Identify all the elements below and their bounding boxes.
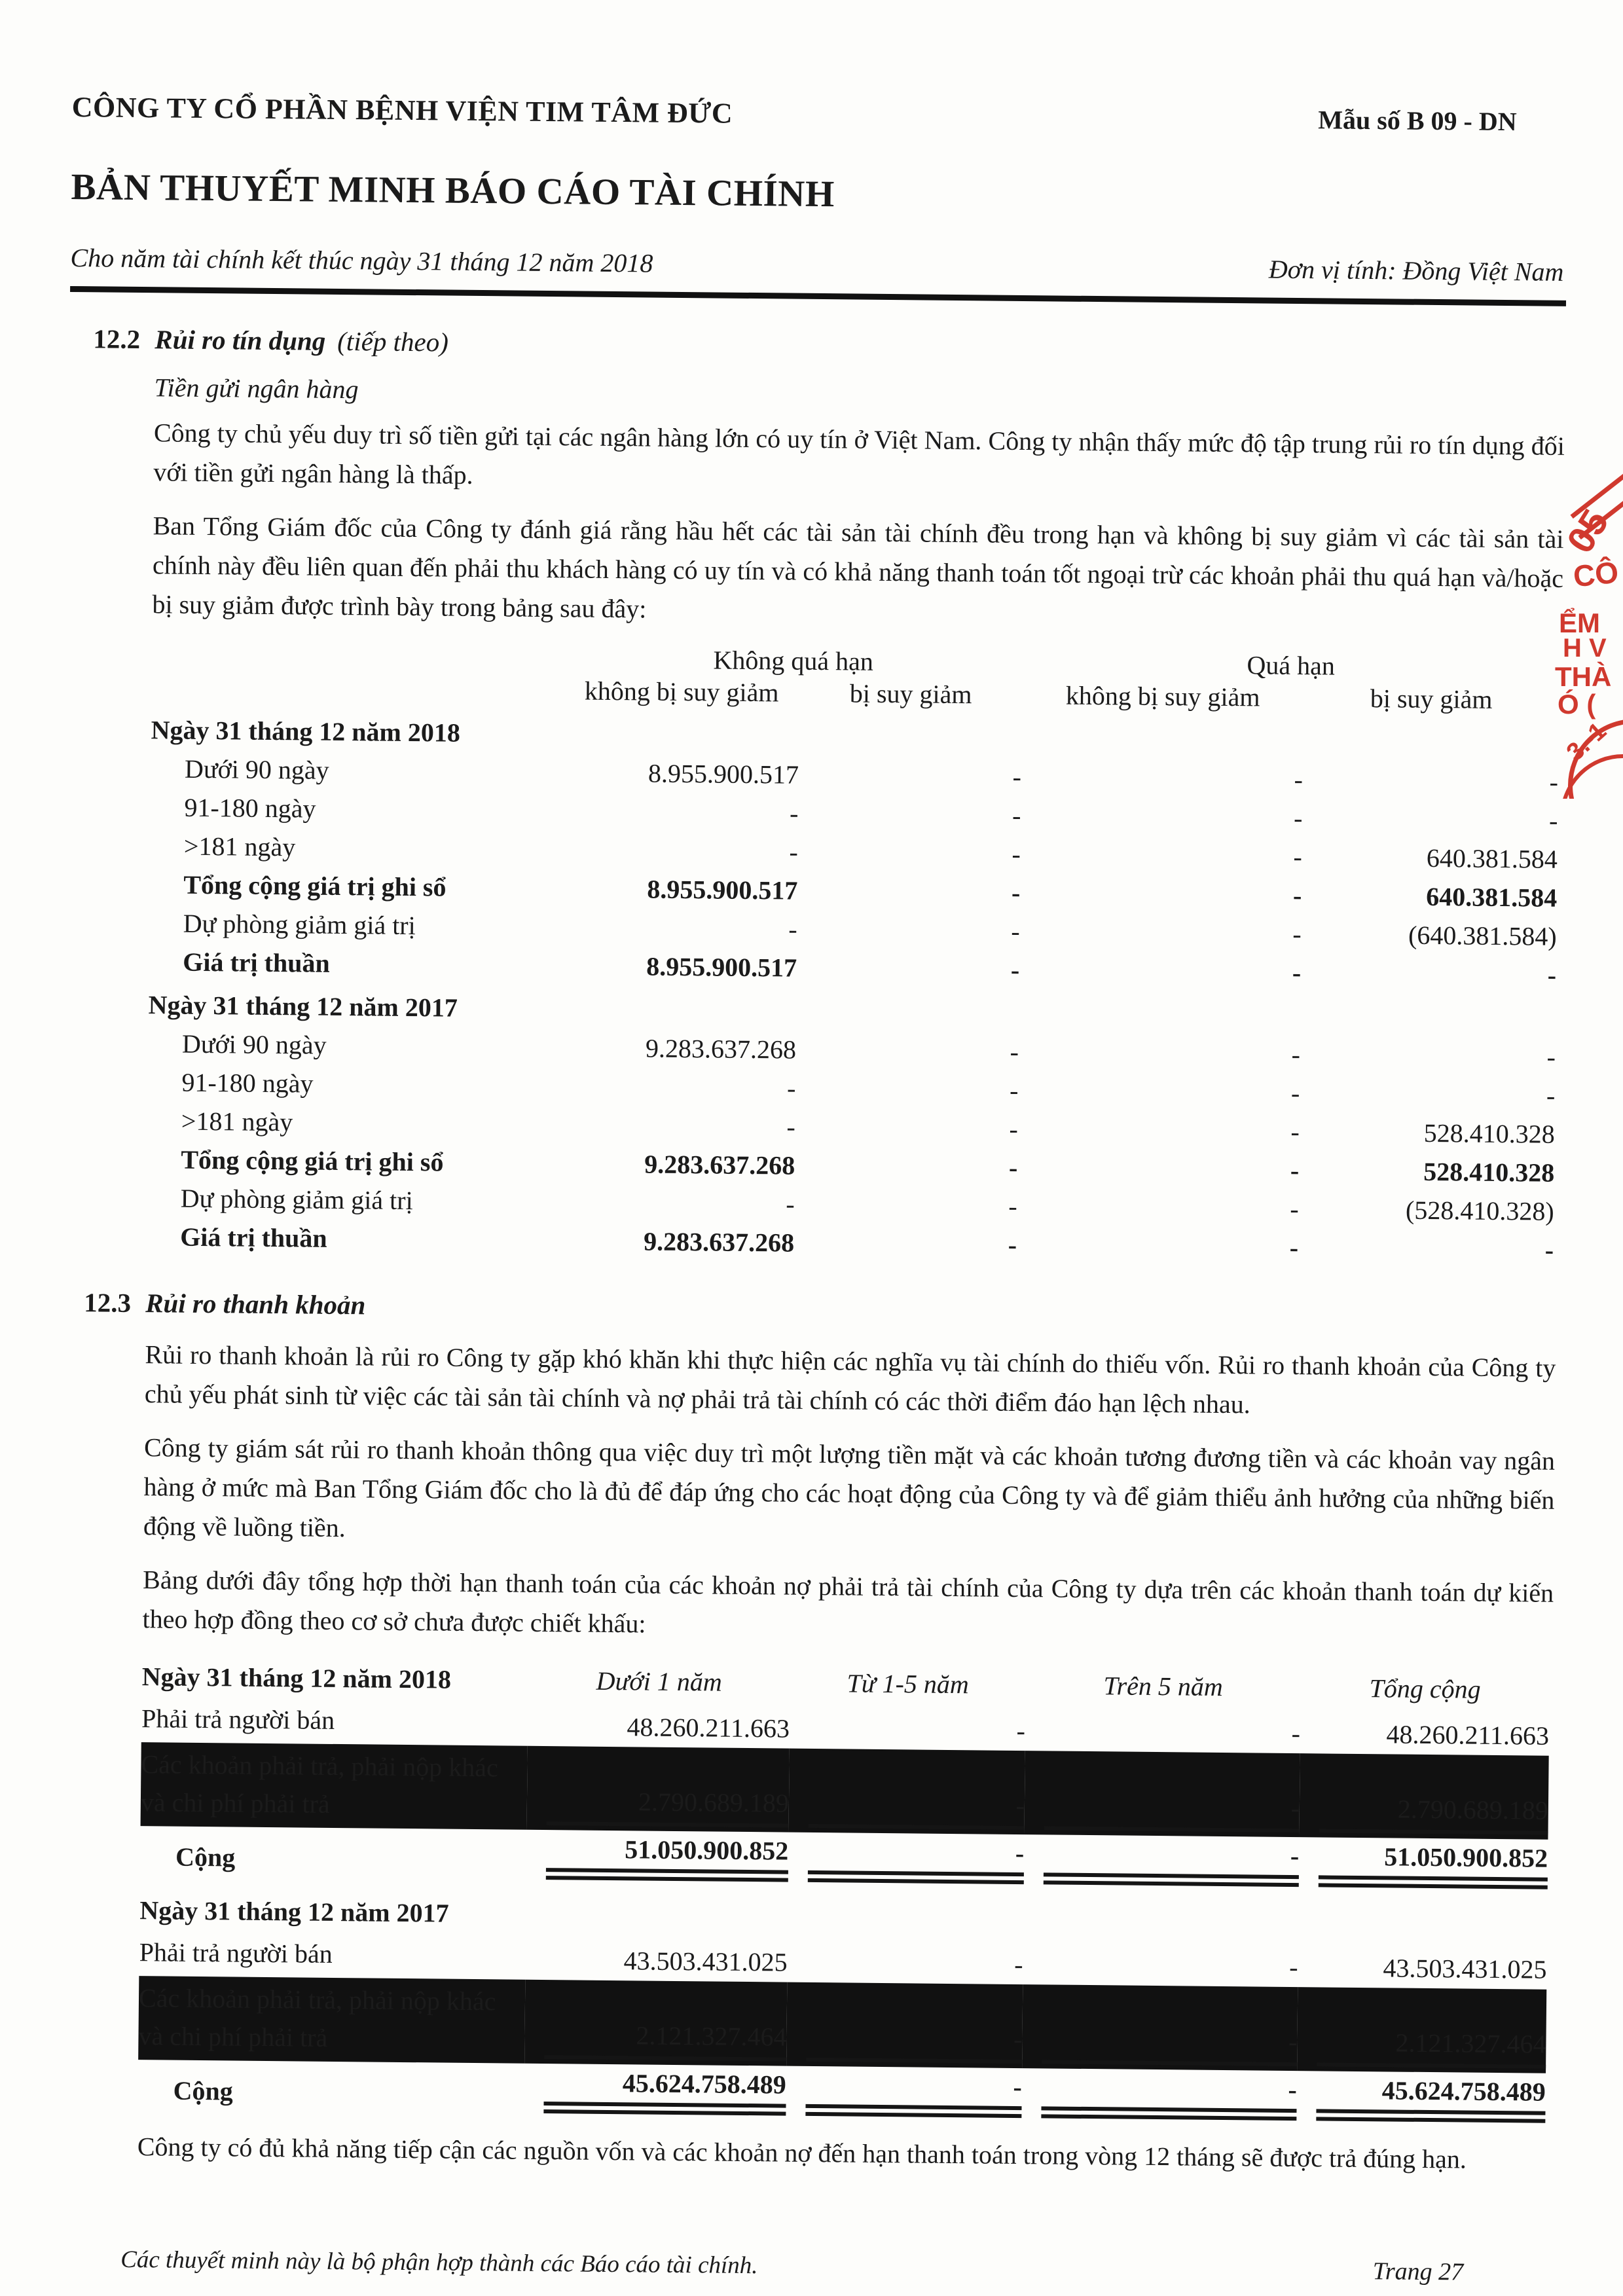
amount-cell bbox=[562, 831, 799, 871]
section-label: Ngày 31 tháng 12 năm 2018 bbox=[151, 715, 461, 748]
amount-value: - bbox=[1546, 1080, 1556, 1111]
amount-value: - bbox=[1014, 1949, 1023, 1979]
section-label: Ngày 31 tháng 12 năm 2017 bbox=[148, 990, 458, 1023]
aging-analysis-table bbox=[146, 636, 1559, 1270]
paragraph: Công ty giám sát rủi ro thanh khoản thông qua việc duy trì một lượng tiền mặt và các khoản tương đương tiền và các khoản vay ngân hàng ở mức mà Ban Tổng Giám đốc cho là đủ để đáp ứng cho các hoạt động của Công ty và để giảm thiểu ảnh hưởng của những biến động về luồng tiền. bbox=[143, 1432, 1556, 1542]
section-label: Ngày 31 tháng 12 năm 2017 bbox=[139, 1895, 449, 1928]
amount-value: - bbox=[1042, 2024, 1298, 2066]
amount-value: - bbox=[1549, 767, 1559, 797]
amount-cell bbox=[561, 908, 797, 949]
section-label: Ngày 31 tháng 12 năm 2018 bbox=[141, 1661, 452, 1694]
amount-value: - bbox=[1009, 1114, 1019, 1144]
amount-cell bbox=[1020, 874, 1302, 915]
amount-cell bbox=[794, 1224, 1017, 1265]
stamp-partial bbox=[1555, 458, 1623, 799]
amount-cell bbox=[797, 872, 1021, 913]
amount-cell bbox=[1298, 1229, 1554, 1270]
column-header: bị suy giảm bbox=[849, 678, 972, 710]
amount-value: - bbox=[1044, 1838, 1300, 1887]
amount-value: - bbox=[1044, 1790, 1300, 1832]
amount-cell bbox=[1298, 1941, 1547, 1990]
amount-value: - bbox=[1008, 1153, 1018, 1183]
amount-value: - bbox=[1293, 803, 1303, 833]
table-row bbox=[141, 1742, 1549, 1840]
amount-value: 51.050.900.852 bbox=[1319, 1840, 1548, 1889]
amount-value: - bbox=[1289, 1952, 1298, 1982]
amount-cell bbox=[1301, 915, 1557, 957]
amount-cell bbox=[562, 792, 799, 833]
amount-value: - bbox=[1016, 1715, 1026, 1745]
amount-value: - bbox=[1289, 1233, 1299, 1263]
amount-value: - bbox=[1547, 960, 1557, 991]
amount-cell bbox=[1019, 1033, 1301, 1074]
row-label: Dự phòng giảm giá trị bbox=[183, 908, 416, 941]
amount-cell bbox=[795, 1108, 1019, 1149]
row-label: Giá trị thuần bbox=[179, 1222, 327, 1254]
stamp-text-fragment: ỂM bbox=[1559, 608, 1600, 638]
amount-value: 528.410.328 bbox=[1423, 1118, 1556, 1150]
amount-value: - bbox=[1290, 1194, 1299, 1224]
footer-note: Các thuyết minh này là bộ phận hợp thành các Báo cáo tài chính. bbox=[120, 2246, 758, 2279]
document-header bbox=[72, 90, 1568, 138]
amount-value: - bbox=[1012, 839, 1021, 869]
amount-cell bbox=[1021, 835, 1303, 877]
amount-cell bbox=[528, 1700, 790, 1748]
page-number: Trang 27 bbox=[1372, 2257, 1464, 2286]
scanned-content bbox=[51, 90, 1568, 2287]
amount-value: - bbox=[1293, 842, 1303, 872]
amount-cell bbox=[1018, 1110, 1300, 1152]
amount-cell bbox=[797, 949, 1020, 990]
paragraph: Ban Tổng Giám đốc của Công ty đánh giá rằng hầu hết các tài sản tài chính đều trong hạn và không bị suy giảm vì các tài sản tài chính này đều liên quan đến phải thu khách hàng có uy tín và có khả năng thanh toán tốt ngoại trừ các khoản phải thu quá hạn và/hoặc bị suy giảm được trình bày trong bảng sau đây: bbox=[152, 511, 1564, 624]
amount-value: 9.283.637.268 bbox=[644, 1149, 795, 1180]
amount-value: - bbox=[1011, 878, 1021, 908]
amount-value: 48.260.211.663 bbox=[1386, 1719, 1550, 1751]
amount-cell bbox=[1300, 1113, 1556, 1154]
amount-value: - bbox=[1292, 919, 1302, 949]
amount-cell bbox=[1025, 1705, 1301, 1753]
column-header: bị suy giảm bbox=[1370, 683, 1493, 715]
row-label: >181 ngày bbox=[183, 831, 296, 862]
amount-cell bbox=[786, 1982, 1023, 2068]
paragraph: Công ty chủ yếu duy trì số tiền gửi tại các ngân hàng lớn có uy tín ở Việt Nam. Công ty nhận thấy mức độ tập trung rủi ro tín dụng đối với tiền gửi ngân hàng là thấp. bbox=[153, 418, 1565, 490]
section-title: Rủi ro tín dụng bbox=[155, 324, 326, 356]
amount-cell bbox=[525, 1933, 788, 1982]
paragraph: Bảng dưới đây tổng hợp thời hạn thanh toán của các khoản nợ phải trả tài chính của Công ty dựa trên các khoản thanh toán dự kiến theo hợp đồng theo cơ sở chưa được chiết khấu: bbox=[142, 1564, 1554, 1639]
closing-paragraph: Công ty có đủ khả năng tiếp cận các nguồn vốn và các khoản nợ đến hạn thanh toán trong vòng 12 tháng sẽ được trả đúng hạn. bbox=[137, 2131, 1467, 2174]
amount-cell bbox=[562, 869, 798, 910]
spacer-cell bbox=[152, 636, 564, 674]
amount-value: (640.381.584) bbox=[1408, 920, 1557, 952]
amount-cell bbox=[1018, 1072, 1300, 1113]
amount-value: - bbox=[1290, 1078, 1300, 1108]
column-header: Dưới 1 năm bbox=[596, 1666, 722, 1697]
amount-cell bbox=[1023, 1939, 1298, 1987]
amount-value: - bbox=[1292, 958, 1302, 988]
amount-value: - bbox=[1546, 1042, 1556, 1072]
amount-value: 8.955.900.517 bbox=[647, 758, 799, 790]
amount-value: 640.381.584 bbox=[1426, 843, 1558, 875]
amount-cell bbox=[1296, 2071, 1546, 2128]
amount-cell bbox=[1024, 1834, 1300, 1891]
amount-value: 43.503.431.025 bbox=[623, 1945, 788, 1977]
amount-cell bbox=[1303, 761, 1559, 802]
amount-cell bbox=[1022, 1984, 1298, 2071]
amount-value: 2.121.327.464 bbox=[1317, 2026, 1546, 2068]
amount-value: - bbox=[1041, 2071, 1297, 2121]
amount-value: 51.050.900.852 bbox=[546, 1833, 789, 1882]
amount-value: - bbox=[1291, 1718, 1301, 1748]
amount-value: - bbox=[1544, 1235, 1554, 1266]
amount-value: - bbox=[1012, 762, 1022, 792]
subsection-title: Tiền gửi ngân hàng bbox=[154, 373, 359, 405]
amount-cell bbox=[1300, 1036, 1556, 1077]
amount-value: 45.624.758.489 bbox=[1316, 2074, 1546, 2123]
amount-cell bbox=[1298, 1190, 1554, 1231]
amount-cell bbox=[1302, 838, 1558, 879]
row-label: Giá trị thuần bbox=[183, 947, 330, 979]
section-number: 12.3 bbox=[84, 1287, 132, 1319]
amount-value: - bbox=[805, 2069, 1022, 2117]
section-title: Rủi ro thanh khoản bbox=[145, 1288, 366, 1321]
section-credit-risk bbox=[61, 322, 1566, 1270]
row-label: Cộng bbox=[173, 2075, 234, 2105]
amount-value: - bbox=[1011, 917, 1020, 947]
page-footer bbox=[120, 2244, 1547, 2287]
stamp-text-fragment: Ó ( bbox=[1558, 689, 1596, 720]
amount-cell bbox=[788, 1832, 1025, 1888]
amount-value: - bbox=[1548, 805, 1558, 836]
row-label: >181 ngày bbox=[181, 1106, 293, 1137]
amount-value: - bbox=[1290, 1117, 1300, 1147]
amount-value: - bbox=[806, 2021, 1023, 2063]
amount-cell bbox=[796, 1031, 1019, 1072]
amount-cell bbox=[797, 911, 1020, 951]
amount-cell bbox=[526, 1829, 789, 1886]
amount-value: - bbox=[786, 1112, 796, 1142]
amount-value: - bbox=[809, 1787, 1025, 1829]
section-heading bbox=[84, 1286, 1556, 1334]
amount-value: - bbox=[1010, 955, 1020, 985]
amount-cell bbox=[1299, 1753, 1548, 1840]
amount-cell bbox=[786, 2066, 1022, 2122]
amount-cell bbox=[1021, 758, 1304, 799]
amount-cell bbox=[789, 1748, 1025, 1834]
section-number: 12.2 bbox=[93, 323, 141, 355]
amount-cell bbox=[1019, 951, 1302, 993]
amount-cell bbox=[787, 1936, 1023, 1984]
amount-cell bbox=[799, 756, 1022, 797]
amount-cell bbox=[560, 1106, 796, 1146]
table-row bbox=[138, 1976, 1546, 2073]
amount-cell bbox=[560, 1067, 796, 1108]
header-subrow bbox=[70, 242, 1566, 287]
amount-cell bbox=[524, 2063, 786, 2120]
section-liquidity-risk bbox=[52, 1286, 1557, 2179]
row-label: Tổng cộng giá trị ghi sổ bbox=[181, 1144, 444, 1177]
amount-cell bbox=[558, 1222, 795, 1262]
column-header: không bị suy giảm bbox=[1065, 680, 1260, 712]
section-title-suffix: (tiếp theo) bbox=[337, 325, 449, 357]
row-label: 91-180 ngày bbox=[184, 792, 316, 824]
amount-value: - bbox=[808, 1835, 1025, 1884]
amount-value: 640.381.584 bbox=[1426, 882, 1558, 913]
row-label: Các khoản phải trả, phải nộp khác và chi phí phải trả bbox=[140, 1749, 499, 1819]
amount-cell bbox=[794, 1186, 1017, 1226]
amount-cell bbox=[1299, 1837, 1548, 1894]
amount-value: (528.410.328) bbox=[1405, 1195, 1554, 1227]
amount-cell bbox=[1301, 954, 1557, 995]
amount-value: - bbox=[786, 1073, 796, 1103]
amount-value: 8.955.900.517 bbox=[646, 951, 797, 983]
amount-cell bbox=[1297, 1987, 1546, 2073]
amount-cell bbox=[1017, 1149, 1300, 1190]
fiscal-period: Cho năm tài chính kết thúc ngày 31 tháng 12 năm 2018 bbox=[70, 242, 653, 278]
amount-cell bbox=[798, 833, 1021, 874]
amount-value: - bbox=[789, 837, 799, 867]
column-header: không bị suy giảm bbox=[584, 676, 779, 708]
amount-value: 2.790.689.189 bbox=[547, 1785, 790, 1828]
page-title: BẢN THUYẾT MINH BÁO CÁO TÀI CHÍNH bbox=[71, 166, 835, 215]
amount-value: 528.410.328 bbox=[1423, 1157, 1555, 1188]
amount-value: - bbox=[788, 914, 797, 944]
amount-cell bbox=[1302, 877, 1558, 918]
amount-value: 2.121.327.464 bbox=[544, 2019, 787, 2062]
amount-value: 45.624.758.489 bbox=[543, 2067, 786, 2116]
row-label: Dự phòng giảm giá trị bbox=[180, 1183, 413, 1216]
amount-value: 2.790.689.189 bbox=[1319, 1793, 1549, 1834]
amount-cell bbox=[527, 1745, 790, 1832]
amount-value: 8.955.900.517 bbox=[647, 874, 798, 905]
stamp-text-fragment: 05 bbox=[1558, 501, 1617, 561]
amount-cell bbox=[1300, 1707, 1550, 1756]
stamp-text-fragment: CÔ bbox=[1571, 555, 1620, 594]
stamp-text-fragment: H V bbox=[1563, 634, 1607, 663]
column-header: Từ 1-5 năm bbox=[847, 1667, 970, 1699]
header-rule bbox=[70, 286, 1566, 306]
row-label: Tổng cộng giá trị ghi sổ bbox=[183, 869, 447, 902]
currency-unit: Đơn vị tính: Đồng Việt Nam bbox=[1268, 254, 1564, 287]
amount-cell bbox=[563, 754, 799, 794]
amount-cell bbox=[795, 1070, 1019, 1110]
group-header: Quá hạn bbox=[1247, 650, 1336, 681]
amount-value: 9.283.637.268 bbox=[643, 1226, 795, 1258]
row-label: Dưới 90 ngày bbox=[184, 754, 329, 786]
column-header: Tổng cộng bbox=[1369, 1673, 1481, 1704]
amount-cell bbox=[558, 1183, 795, 1224]
amount-value: 43.503.431.025 bbox=[1383, 1952, 1547, 1984]
column-header: Trên 5 năm bbox=[1103, 1670, 1224, 1702]
amount-cell bbox=[1021, 2068, 1297, 2125]
amount-cell bbox=[790, 1702, 1026, 1750]
row-label: Phải trả người bán bbox=[141, 1703, 335, 1735]
amount-cell bbox=[1017, 1188, 1299, 1229]
row-label: Dưới 90 ngày bbox=[181, 1029, 327, 1061]
amount-value: - bbox=[789, 798, 799, 828]
spacer-cell bbox=[151, 670, 564, 710]
amount-value: - bbox=[1292, 881, 1302, 911]
amount-value: - bbox=[1008, 1230, 1017, 1260]
amount-value: - bbox=[786, 1189, 795, 1219]
amount-cell bbox=[795, 1147, 1018, 1188]
amount-cell bbox=[1017, 1226, 1299, 1267]
amount-value: 9.283.637.268 bbox=[645, 1033, 797, 1065]
amount-value: - bbox=[1009, 1076, 1019, 1106]
amount-value: - bbox=[1010, 1037, 1019, 1067]
section-heading bbox=[93, 322, 1565, 370]
group-header: Không quá hạn bbox=[713, 645, 874, 677]
amount-cell bbox=[561, 947, 797, 987]
company-name: CÔNG TY CỔ PHẦN BỆNH VIỆN TIM TÂM ĐỨC bbox=[71, 90, 733, 130]
amount-cell bbox=[560, 1029, 797, 1069]
form-number: Mẫu số B 09 - DN bbox=[1318, 105, 1517, 137]
amount-value: - bbox=[1294, 765, 1304, 795]
stamp-text-fragment: THÀ bbox=[1555, 661, 1612, 692]
stamp-text-fragment: 3.-1 bbox=[1561, 717, 1612, 767]
amount-value: - bbox=[1290, 1156, 1300, 1186]
amount-value: - bbox=[1012, 801, 1021, 831]
amount-cell bbox=[1300, 1074, 1556, 1116]
amount-cell bbox=[524, 1979, 787, 2066]
amount-cell bbox=[1021, 797, 1303, 838]
amount-cell bbox=[798, 795, 1021, 835]
amount-cell bbox=[1024, 1751, 1300, 1837]
row-label: Các khoản phải trả, phải nộp khác và chi phí phải trả bbox=[138, 1982, 496, 2052]
amount-value: - bbox=[1291, 1040, 1301, 1070]
amount-value: 48.260.211.663 bbox=[627, 1711, 790, 1743]
row-label: Cộng bbox=[175, 1842, 236, 1872]
amount-cell bbox=[1299, 1152, 1555, 1193]
maturity-analysis-table bbox=[137, 1652, 1550, 2128]
paragraph: Rủi ro thanh khoản là rủi ro Công ty gặp khó khăn khi thực hiện các nghĩa vụ tài chính do thiếu vốn. Rủi ro thanh khoản của Công ty chủ yếu phát sinh từ việc các tài sản tài chính và nợ phải trả tài chính có các thời điểm đáo hạn lệch nhau. bbox=[144, 1339, 1556, 1419]
amount-cell bbox=[1019, 913, 1302, 954]
amount-value: - bbox=[1008, 1192, 1017, 1222]
amount-cell bbox=[559, 1144, 795, 1185]
row-label: 91-180 ngày bbox=[181, 1067, 314, 1099]
row-label: Phải trả người bán bbox=[139, 1937, 333, 1969]
amount-cell bbox=[1302, 799, 1558, 841]
